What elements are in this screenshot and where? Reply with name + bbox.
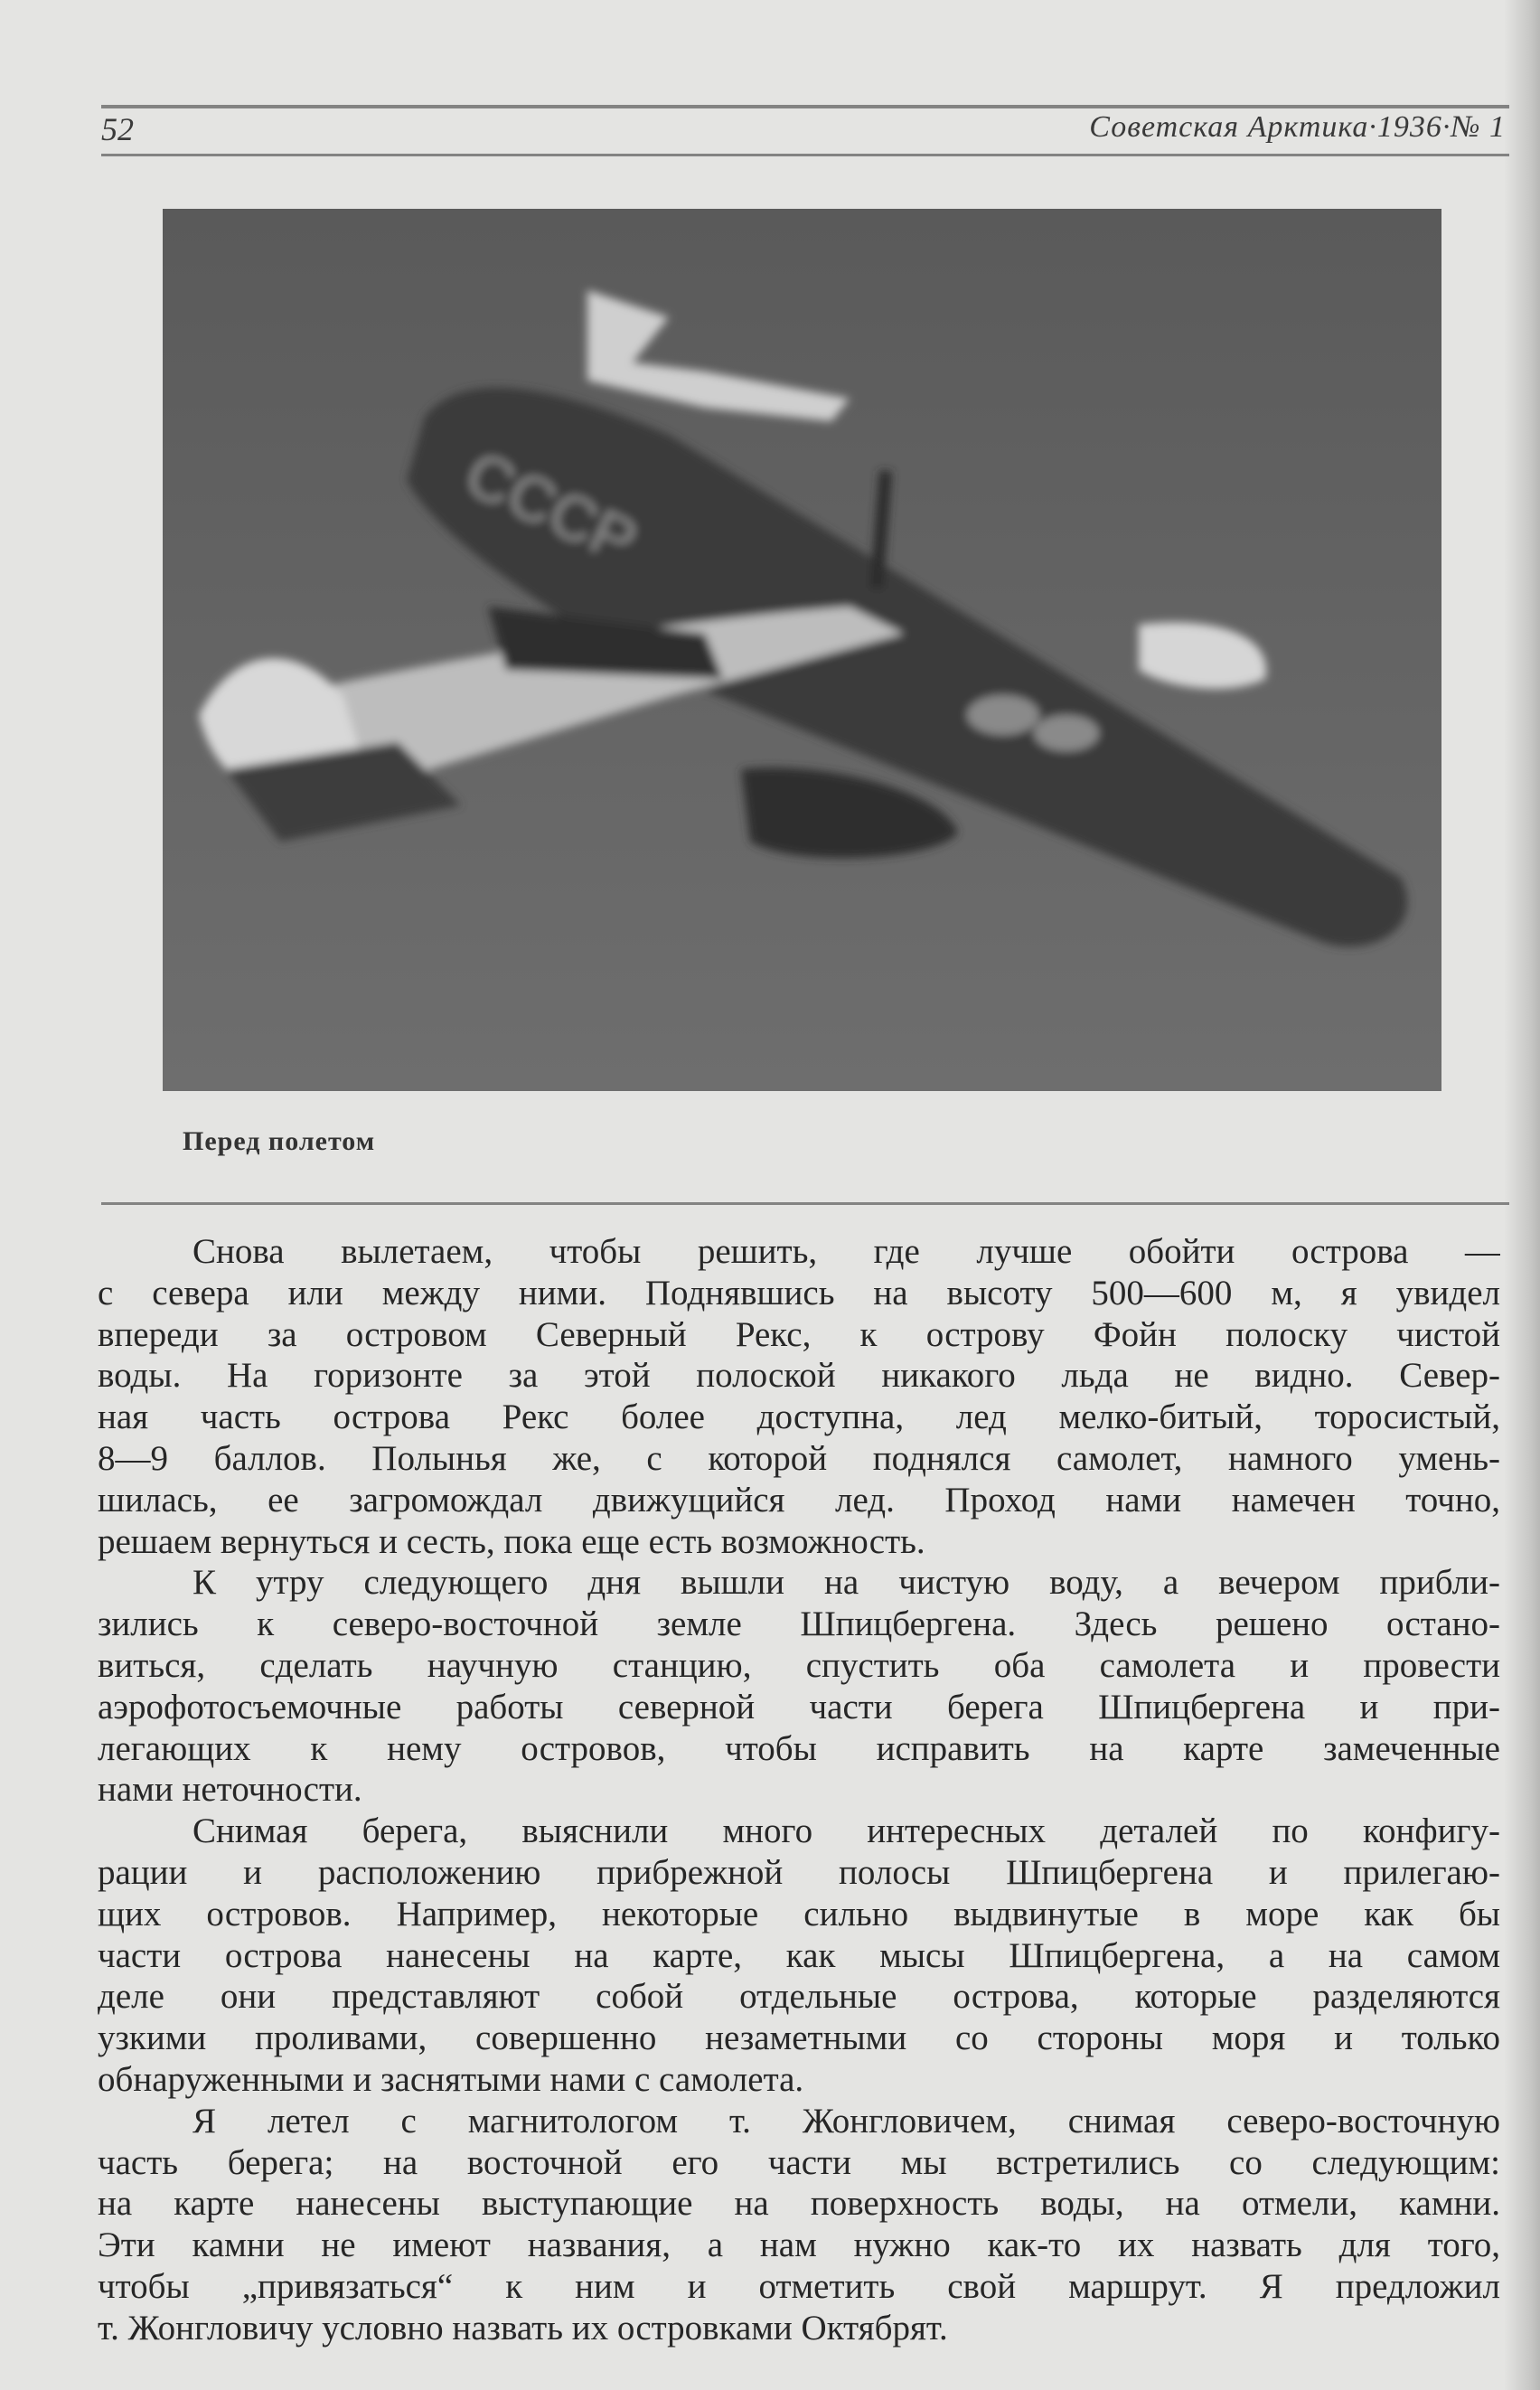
text-line: чтобы „привязаться“ к ним и отметить свой маршрут. Я предложил: [98, 2266, 1500, 2306]
text-line: узкими проливами, совершенно незаметными со стороны моря и только: [98, 2018, 1500, 2058]
paragraph: [98, 2101, 1500, 2349]
text-line: рации и расположению прибрежной полосы Шпицбергена и прилегаю-: [98, 1852, 1500, 1892]
text-line: часть берега; на восточной его части мы встретились со следующим:: [98, 2142, 1500, 2182]
text-line: на карте нанесены выступающие на поверхность воды, на отмели, камни.: [98, 2184, 1500, 2224]
paragraph: [98, 1562, 1500, 1811]
text-line: Снова вылетаем, чтобы решить, где лучше обойти острова —: [192, 1232, 1500, 1271]
text-line: Снимая берега, выяснили много интересных деталей по конфигу-: [192, 1811, 1500, 1851]
text-line: нами неточности.: [98, 1770, 362, 1810]
header-bottom-rule: [101, 154, 1509, 156]
text-line: 8—9 баллов. Полынья же, с которой поднялся самолет, намного умень-: [98, 1438, 1500, 1478]
text-line: т. Жонгловичу условно назвать их островками Октябрят.: [98, 2308, 948, 2348]
page-edge-shadow: [1504, 0, 1540, 2390]
text-line: щих островов. Например, некоторые сильно выдвинутые в море как бы: [98, 1894, 1500, 1934]
paragraph: [98, 1231, 1500, 1562]
page-number: 52: [101, 111, 134, 147]
running-header: Советская Арктика·1936·№ 1: [1089, 110, 1506, 144]
text-line: легающих к нему островов, чтобы исправить на карте замеченные: [98, 1728, 1500, 1768]
header-top-rule: [101, 105, 1509, 108]
caption-rule: [101, 1202, 1509, 1205]
text-line: аэрофотосъемочные работы северной части берега Шпицбергена и при-: [98, 1687, 1500, 1727]
text-line: с севера или между ними. Поднявшись на высоту 500—600 м, я увидел: [98, 1273, 1500, 1313]
text-line: впереди за островом Северный Рекс, к острову Фойн полоску чистой: [98, 1314, 1500, 1354]
text-line: обнаруженными и заснятыми нами с самолета.: [98, 2059, 804, 2099]
text-line: шилась, ее загромождал движущийся лед. Проход нами намечен точно,: [98, 1480, 1500, 1520]
text-line: части острова нанесены на карте, как мысы Шпицбергена, а на самом: [98, 1935, 1500, 1975]
figure-caption: Перед полетом: [183, 1126, 376, 1156]
text-line: ная часть острова Рекс более доступна, лед мелко-битый, торосистый,: [98, 1397, 1500, 1437]
text-line: К утру следующего дня вышли на чистую воду, а вечером прибли-: [192, 1563, 1500, 1603]
article-body: [98, 1231, 1500, 2349]
text-line: решаем вернуться и сесть, пока еще есть возможность.: [98, 1521, 925, 1561]
svg-text:СССР: СССР: [455, 437, 648, 578]
text-line: Эти камни не имеют названия, а нам нужно как-то их назвать для того,: [98, 2225, 1500, 2265]
text-line: Я летел с магнитологом т. Жонгловичем, снимая северо-восточную: [192, 2101, 1500, 2141]
paragraph: [98, 1811, 1500, 2101]
text-line: зились к северо-восточной земле Шпицбергена. Здесь решено остано-: [98, 1604, 1500, 1644]
text-line: виться, сделать научную станцию, спустить оба самолета и провести: [98, 1645, 1500, 1685]
photo-seaplane-in-flight: [163, 209, 1441, 1091]
text-line: воды. На горизонте за этой полоской никакого льда не видно. Север-: [98, 1356, 1500, 1396]
text-line: деле они представляют собой отдельные острова, которые разделяются: [98, 1977, 1500, 2017]
